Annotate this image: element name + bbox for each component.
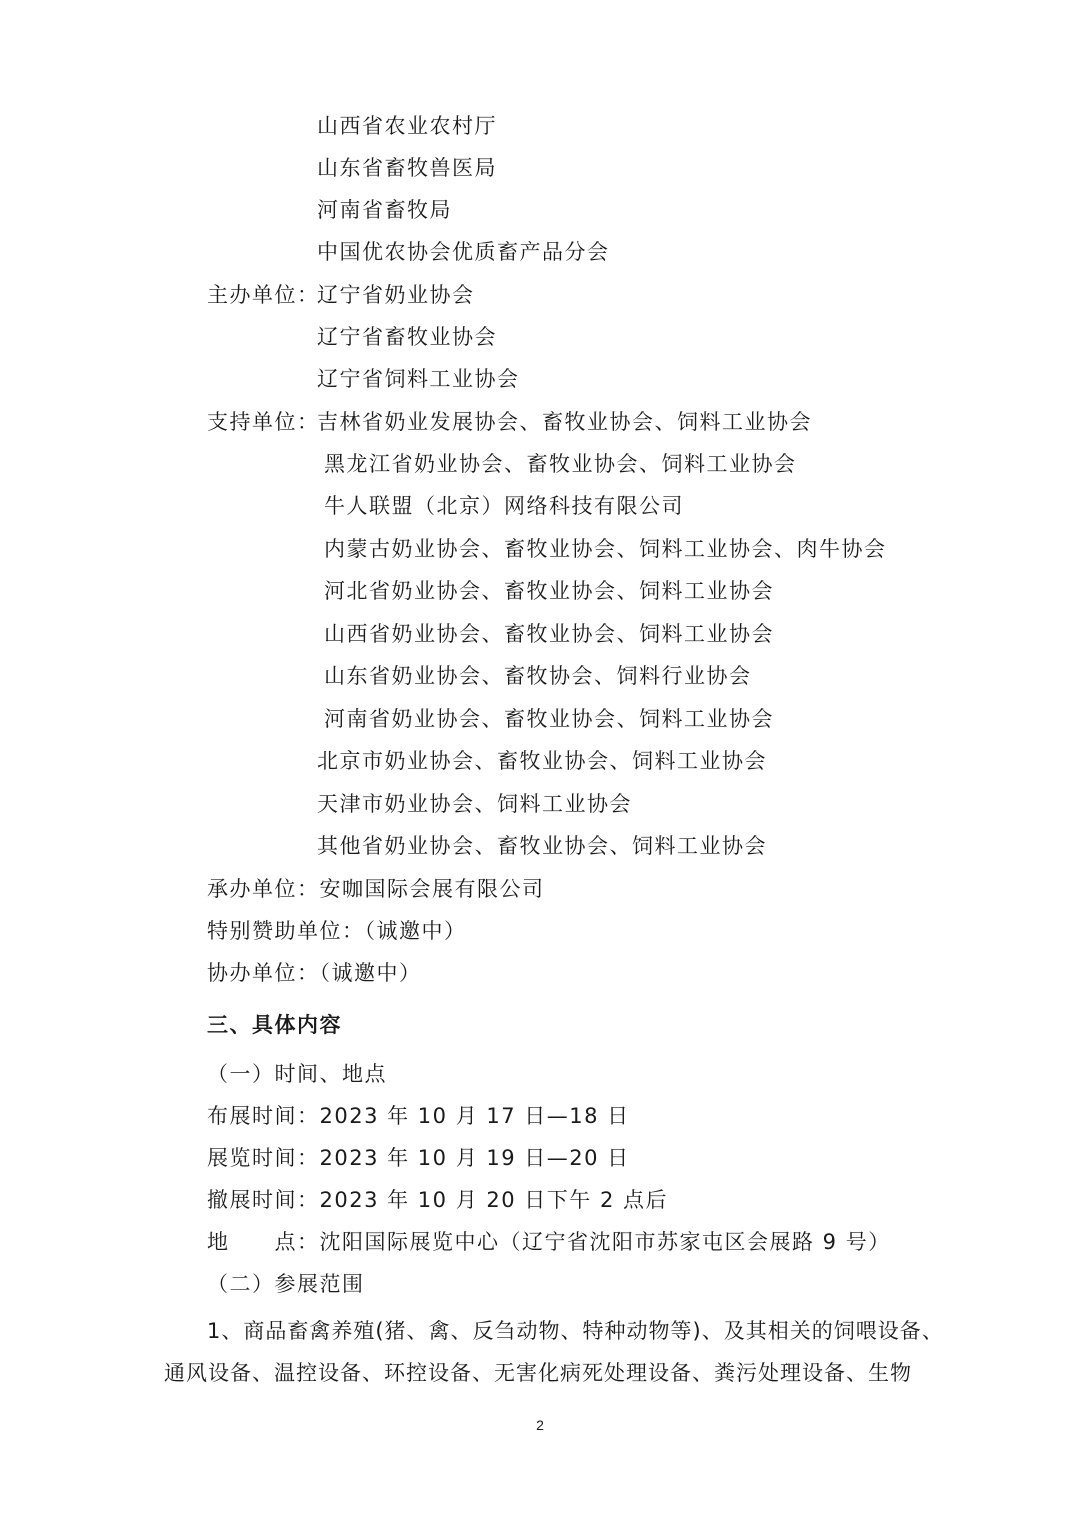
scope-paragraph-line: 通风设备、温控设备、环控设备、无害化病死处理设备、粪污处理设备、生物 <box>164 1361 912 1385</box>
teardown-time-line: 撤展时间：2023 年 10 月 20 日下午 2 点后 <box>207 1188 668 1212</box>
support-line: 河南省奶业协会、畜牧业协会、饲料工业协会 <box>324 707 774 731</box>
exhibition-time-line: 展览时间：2023 年 10 月 19 日—20 日 <box>207 1146 630 1170</box>
organizer-line: 山东省畜牧兽医局 <box>317 156 497 180</box>
scope-paragraph-line: 1、商品畜禽养殖(猪、禽、反刍动物、特种动物等)、及其相关的饲喂设备、 <box>207 1319 944 1343</box>
support-line: 其他省奶业协会、畜牧业协会、饲料工业协会 <box>317 834 767 858</box>
special-sponsor-line: 特别赞助单位：（诚邀中） <box>207 919 467 943</box>
setup-time-line: 布展时间：2023 年 10 月 17 日—18 日 <box>207 1104 630 1128</box>
support-line: 河北省奶业协会、畜牧业协会、饲料工业协会 <box>324 579 774 603</box>
organizer-line: 河南省畜牧局 <box>317 198 452 222</box>
host-line: 辽宁省畜牧业协会 <box>317 325 497 349</box>
host-label: 主办单位： <box>207 283 320 307</box>
subsection-heading: （二）参展范围 <box>207 1272 365 1296</box>
organizer-line: 山西省农业农村厅 <box>317 114 497 138</box>
organizer-line: 中国优农协会优质畜产品分会 <box>317 240 610 264</box>
subsection-heading: （一）时间、地点 <box>207 1062 387 1086</box>
page-number: 2 <box>536 1417 544 1433</box>
support-line: 黑龙江省奶业协会、畜牧业协会、饲料工业协会 <box>324 452 797 476</box>
support-line: 天津市奶业协会、饲料工业协会 <box>317 792 632 816</box>
co-organizer-line: 协办单位：（诚邀中） <box>207 961 422 985</box>
support-label: 支持单位： <box>207 410 320 434</box>
support-line: 山东省奶业协会、畜牧协会、饲料行业协会 <box>324 664 752 688</box>
host-line: 辽宁省奶业协会 <box>317 283 475 307</box>
venue-line: 地 点：沈阳国际展览中心（辽宁省沈阳市苏家屯区会展路 9 号） <box>207 1230 891 1254</box>
host-line: 辽宁省饲料工业协会 <box>317 367 520 391</box>
section-heading: 三、具体内容 <box>207 1013 342 1037</box>
undertaker-line: 承办单位：安咖国际会展有限公司 <box>207 877 545 901</box>
support-line: 山西省奶业协会、畜牧业协会、饲料工业协会 <box>324 622 774 646</box>
support-line: 吉林省奶业发展协会、畜牧业协会、饲料工业协会 <box>317 410 812 434</box>
support-line: 北京市奶业协会、畜牧业协会、饲料工业协会 <box>317 749 767 773</box>
support-line: 牛人联盟（北京）网络科技有限公司 <box>324 494 684 518</box>
support-line: 内蒙古奶业协会、畜牧业协会、饲料工业协会、肉牛协会 <box>324 537 887 561</box>
